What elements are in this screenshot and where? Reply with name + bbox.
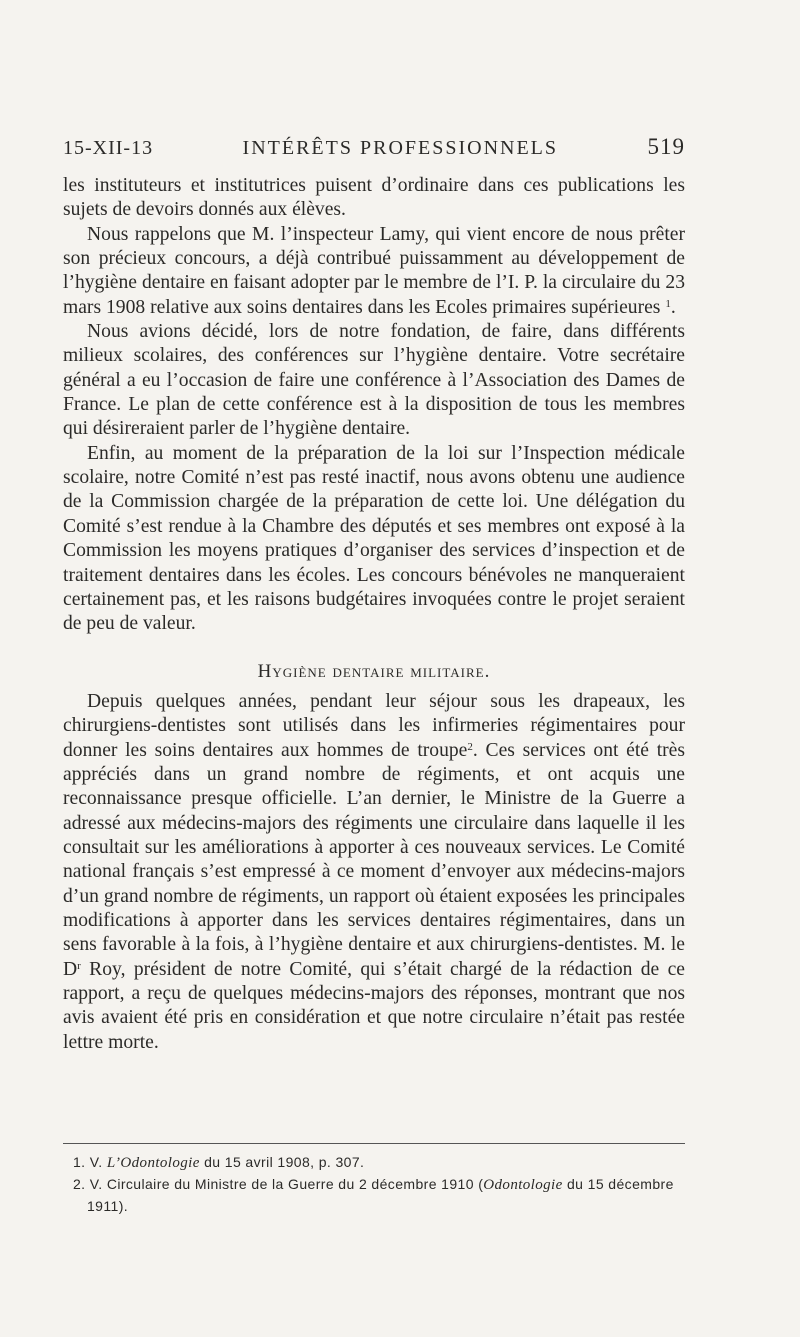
footnote-rule <box>63 1143 685 1144</box>
article-body <box>63 174 685 1055</box>
paragraph: Nous rappelons que M. l’inspecteur Lamy, qui vient encore de nous prêter son précieux concours, a déjà contribué puissamment au développement de l’hygiène dentaire en faisant adopter par le membre de l’I. P. la circulaire du 23 mars 1908 relative aux soins dentaires dans les Ecoles primaires supérieures $^1$. <box>63 223 685 318</box>
running-title: INTÉRÊTS PROFESSIONNELS <box>242 137 559 159</box>
superscript: r <box>77 959 81 972</box>
footnote: 2. V. Circulaire du Ministre de la Guerre du 2 décembre 1910 (Odontologie du 15 décembre 1911). <box>73 1176 674 1214</box>
paragraph: Nous avions décidé, lors de notre fondation, de faire, dans différents milieux scolaires, des conférences sur l’hygiène dentaire. Votre secrétaire général a eu l’occasion de faire une conférence à l’Association des Dames de France. Le plan de cette conférence est à la disposition de tous les membres qui désireraient parler de l’hygiène dentaire. <box>63 321 685 440</box>
footnotes <box>63 1152 685 1217</box>
footnote-ref: 1 <box>665 297 671 310</box>
running-header <box>63 134 685 160</box>
issue-date: 15-XII-13 <box>63 137 154 159</box>
footnote-ref: 2 <box>467 740 473 753</box>
paragraph: Depuis quelques années, pendant leur séjour sous les drapeaux, les chirurgiens-dentistes sont utilisés dans les infirmeries régimentaires pour donner les soins dentaires aux hommes de troupe$^2$. Ces services ont été très appréciés dans un grand nombre de régiments, et ont acquis une reconnaissance presque officielle. L’an dernier, le Ministre de la Guerre a adressé aux médecins-majors des régiments une circulaire dans laquelle il les consultait sur les améliorations à apporter à ces nouveaux services. Le Comité national français s’est empressé à ce moment d’envoyer aux médecins-majors d’un grand nombre de régiments, un rapport où étaient exposées les principales modifications à apporter dans les services dentaires régimentaires, dans un sens favorable à la fois, à l’hygiène dentaire et aux chirurgiens-dentistes. M. le $D^r$ Roy, président de notre Comité, qui s’était chargé de la rédaction de ce rapport, a reçu de quelques médecins-majors des réponses, montrant que nos avis avaient été pris en considération et que notre circulaire n’était pas restée lettre morte. <box>63 690 685 1053</box>
page-number: 519 <box>647 134 685 159</box>
footnote: 1. V. L’Odontologie du 15 avril 1908, p. 307. <box>73 1154 365 1171</box>
paragraph: Enfin, au moment de la préparation de la loi sur l’Inspection médicale scolaire, notre Comité n’est pas resté inactif, nous avons obtenu une audience de la Commission chargée de la préparation de cette loi. Une délégation du Comité s’est rendue à la Chambre des députés et ses membres ont exposé à la Commission les moyens pratiques d’organiser des services d’inspection et de traitement dentaires dans les écoles. Les concours bénévoles ne manqueraient certainement pas, et les raisons budgétaires invoquées contre le projet seraient de peu de valeur. <box>63 442 685 635</box>
section-heading: Hygiène dentaire militaire. <box>257 660 491 682</box>
paragraph: les instituteurs et institutrices puisent d’ordinaire dans ces publications les sujets de devoirs donnés aux élèves. <box>63 175 685 221</box>
